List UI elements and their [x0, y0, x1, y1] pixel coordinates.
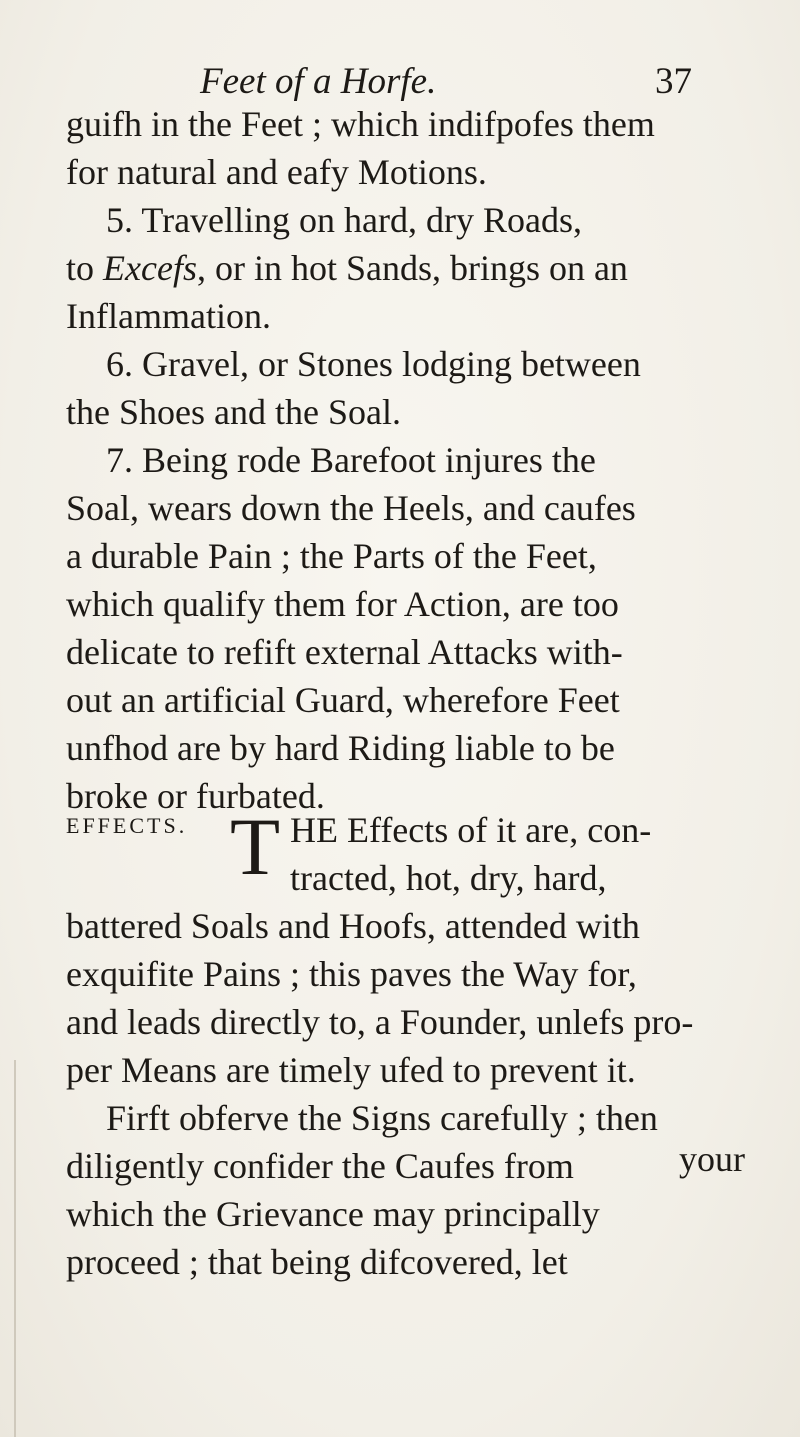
- body-text: [66, 100, 766, 820]
- text-line: 7. Being rode Barefoot injures the: [106, 440, 596, 480]
- text-line: and leads directly to, a Founder, unlefs pro-: [66, 1002, 694, 1042]
- text-line: guifh in the Feet ; which indifpofes them: [66, 104, 655, 144]
- text-line: Inflammation.: [66, 296, 271, 336]
- text-fragment: to: [66, 248, 104, 288]
- text-line: tracted, hot, dry, hard,: [290, 858, 607, 898]
- page-crease: [14, 1060, 16, 1437]
- running-title-text: Feet of a Horfe.: [200, 61, 437, 102]
- text-line: for natural and eafy Motions.: [66, 152, 487, 192]
- marginal-note: EFFECTS.: [66, 813, 188, 838]
- text-line: exquifite Pains ; this paves the Way for,: [66, 954, 637, 994]
- text-line: [66, 244, 766, 292]
- text-line: Firft obferve the Signs carefully ; then: [106, 1098, 658, 1138]
- text-fragment: , or in hot Sands, brings on an: [196, 248, 628, 288]
- text-line: proceed ; that being difcovered, let: [66, 1242, 568, 1282]
- text-line: which the Grievance may principally: [66, 1194, 600, 1234]
- drop-cap: T: [230, 801, 281, 892]
- text-line: unfhod are by hard Riding liable to be: [66, 728, 615, 768]
- text-line: out an artificial Guard, wherefore Feet: [66, 680, 620, 720]
- text-line: which qualify them for Action, are too: [66, 584, 619, 624]
- text-line: a durable Pain ; the Parts of the Feet,: [66, 536, 597, 576]
- page-number: 37: [655, 61, 692, 102]
- text-line: 6. Gravel, or Stones lodging between: [106, 344, 641, 384]
- text-line: Soal, wears down the Heels, and caufes: [66, 488, 636, 528]
- text-line: diligently confider the Caufes from: [66, 1146, 574, 1186]
- text-line: broke or furbated.: [66, 776, 325, 816]
- text-line: battered Soals and Hoofs, attended with: [66, 906, 640, 946]
- text-line: delicate to refift external Attacks with-: [66, 632, 623, 672]
- catchword: your: [679, 1139, 745, 1179]
- text-line: 5. Travelling on hard, dry Roads,: [106, 200, 582, 240]
- text-line: HE Effects of it are, con-: [290, 810, 652, 850]
- running-title: [200, 60, 436, 103]
- text-line: the Shoes and the Soal.: [66, 392, 401, 432]
- effects-text: [66, 902, 766, 1286]
- paragraph-opening: [290, 806, 651, 902]
- italic-word: Excefs: [103, 248, 197, 288]
- text-line: per Means are timely ufed to prevent it.: [66, 1050, 636, 1090]
